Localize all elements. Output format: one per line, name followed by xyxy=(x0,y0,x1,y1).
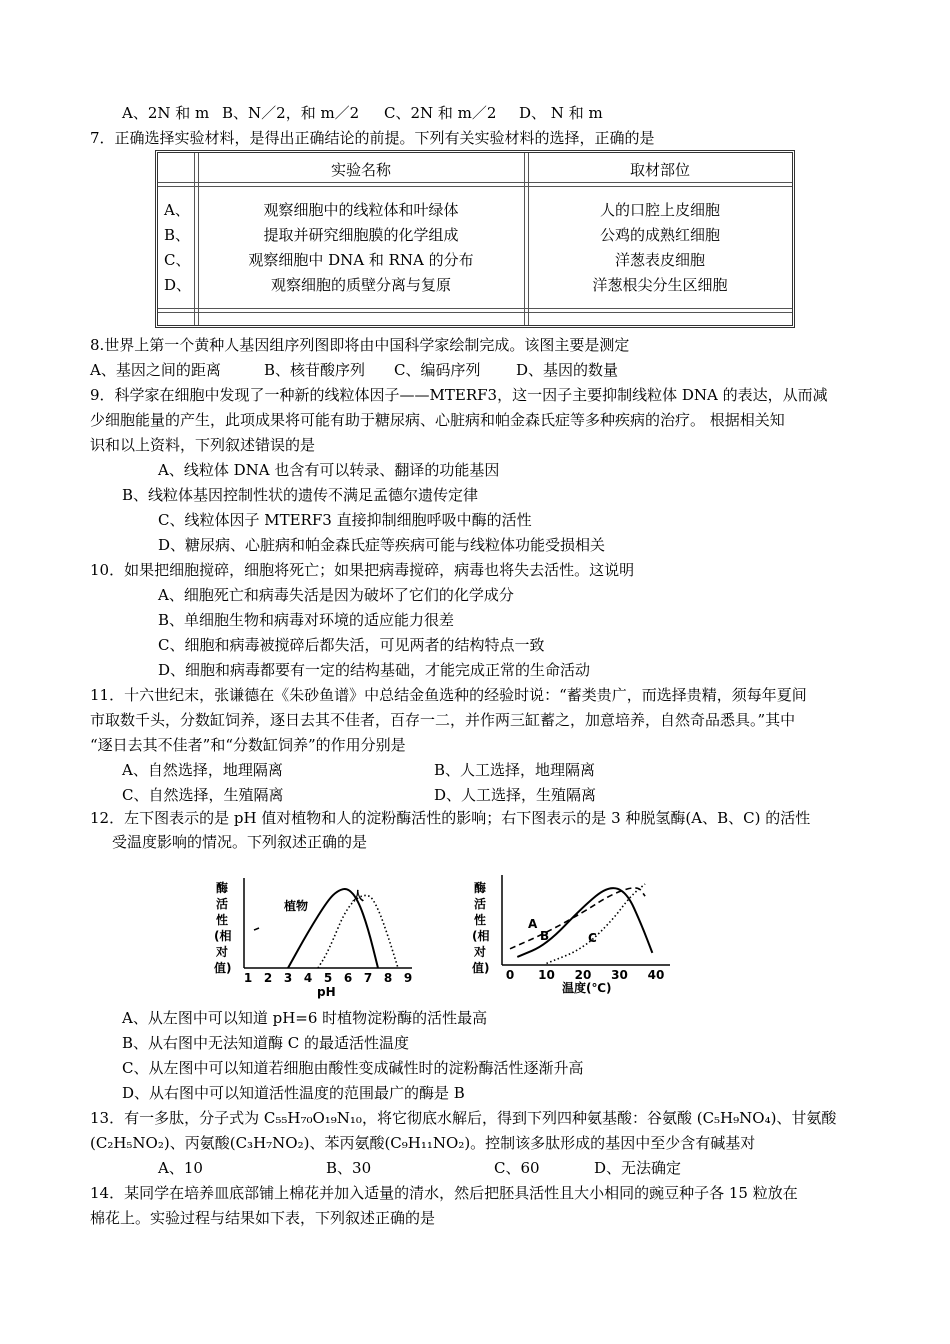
q13-stem-line: 13．有一多肽，分子式为 C₅₅H₇₀O₁₉N₁₀，将它彻底水解后，得到下列四种氨基酸：谷氨酸 (C₅H₉NO₄)、甘氨酸 xyxy=(90,1109,837,1127)
y-label-char: 值) xyxy=(472,961,490,975)
q6-option-d: D、 N 和 m xyxy=(519,104,603,122)
y-label-char: 值) xyxy=(214,961,232,975)
x-tick-label: 0 xyxy=(505,968,515,982)
q13-option-c: C、60 xyxy=(494,1159,540,1177)
q7-row-label: A、 xyxy=(164,201,190,219)
q7-row-label: D、 xyxy=(164,276,192,294)
q7-row-name: 观察细胞中 DNA 和 RNA 的分布 xyxy=(248,251,474,269)
y-label-char: 对 xyxy=(474,945,487,959)
q7-header-part: 取材部位 xyxy=(629,161,690,179)
series-label-c: C xyxy=(588,931,597,945)
q14-stem-line: 棉花上。实验过程与结果如下表，下列叙述正确的是 xyxy=(90,1209,436,1227)
q13-options xyxy=(158,1158,681,1178)
y-axis-label xyxy=(213,880,232,975)
series-label-a: A xyxy=(528,917,538,931)
q8-option-c: C、编码序列 xyxy=(394,361,481,379)
y-label-char: (相 xyxy=(214,929,232,943)
q9-option-c: C、线粒体因子 MTERF3 直接抑制细胞呼吸中酶的活性 xyxy=(158,511,532,529)
q7-row-name: 提取并研究细胞膜的化学组成 xyxy=(263,226,459,244)
x-axis-label: pH xyxy=(317,985,336,999)
q9-stem-line: 少细胞能量的产生，此项成果将可能有助于糖尿病、心脏病和帕金森氏症等多种疾病的治疗。 根据相关知 xyxy=(90,411,785,429)
q12-option-c: C、从左图中可以知道若细胞由酸性变成碱性时的淀粉酶活性逐渐升高 xyxy=(122,1059,584,1077)
q8-option-d: D、基因的数量 xyxy=(516,361,619,379)
series-line-人 xyxy=(318,895,398,968)
q7-row-part: 洋葱表皮细胞 xyxy=(614,251,705,269)
q11-option-d: D、人工选择，生殖隔离 xyxy=(434,786,597,804)
q7-row-label: B、 xyxy=(164,226,191,244)
x-tick-label: 2 xyxy=(263,971,273,985)
q6-option-a: A、2N 和 m xyxy=(122,104,210,122)
q10-option-d: D、细胞和病毒都要有一定的结构基础，才能完成正常的生命活动 xyxy=(158,661,591,679)
q8-option-a: A、基因之间的距离 xyxy=(90,361,221,379)
q12-option-b: B、从右图中无法知道酶 C 的最适活性温度 xyxy=(122,1034,410,1052)
q13-option-b: B、30 xyxy=(326,1159,372,1177)
q11-stem-line: “逐日去其不佳者”和“分数缸饲养”的作用分别是 xyxy=(90,736,406,754)
x-tick-label: 30 xyxy=(611,968,628,982)
x-tick-label: 20 xyxy=(574,968,592,982)
axis-mark xyxy=(254,928,259,930)
q11-stem-line: 11．十六世纪末，张谦德在《朱砂鱼谱》中总结金鱼选种的经验时说：“蓄类贵广，而选择贵精，须每年夏间 xyxy=(90,686,807,704)
q10-option-a: A、细胞死亡和病毒失活是因为破坏了它们的化学成分 xyxy=(158,586,514,604)
q11-option-b: B、人工选择，地理隔离 xyxy=(434,761,596,779)
y-label-char: 活 xyxy=(474,897,487,911)
y-label-char: 性 xyxy=(216,913,229,927)
q14-stem-line: 14．某同学在培养皿底部铺上棉花并加入适量的清水，然后把胚具活性且大小相同的豌豆种子各 15 粒放在 xyxy=(90,1184,798,1202)
ph-chart xyxy=(212,870,422,1000)
q13-option-a: A、10 xyxy=(158,1159,203,1177)
q9-option-b: B、线粒体基因控制性状的遗传不满足孟德尔遗传定律 xyxy=(122,486,479,504)
q11-stem-line: 市取数千头，分数缸饲养，逐日去其不佳者，百存一二，并作两三缸蓄之，加意培养，自然奇品悉具。”其中 xyxy=(90,711,796,729)
q9-option-d: D、糖尿病、心脏病和帕金森氏症等疾病可能与线粒体功能受损相关 xyxy=(158,536,606,554)
q7-row-part: 公鸡的成熟红细胞 xyxy=(599,226,720,244)
y-label-char: 对 xyxy=(216,945,229,959)
q12-stem-line: 12．左下图表示的是 pH 值对植物和人的淀粉酶活性的影响；右下图表示的是 3 种脱氢酶(A、B、C) 的活性 xyxy=(90,809,811,827)
series-label-b: B xyxy=(540,929,550,943)
y-label-char: 活 xyxy=(216,897,229,911)
q6-option-b: B、N／2，和 m／2 xyxy=(222,104,360,122)
x-tick-label: 10 xyxy=(538,968,555,982)
series-label-human: 人 xyxy=(352,889,365,903)
q7-row-label: C、 xyxy=(164,251,191,269)
x-tick-label: 7 xyxy=(363,971,373,985)
q12-option-a: A、从左图中可以知道 pH=6 时植物淀粉酶的活性最高 xyxy=(122,1009,488,1027)
x-tick-label: 8 xyxy=(383,971,393,985)
x-tick-label: 5 xyxy=(323,971,333,985)
q13-stem-line: (C₂H₅NO₂)、丙氨酸(C₃H₇NO₂)、苯丙氨酸(C₉H₁₁NO₂)。控制该多肽形成的基因中至少含有碱基对 xyxy=(90,1134,756,1152)
y-label-char: 性 xyxy=(474,913,487,927)
q10-option-b: B、单细胞生物和病毒对环境的适应能力很差 xyxy=(158,611,455,629)
q12-option-d: D、从右图中可以知道活性温度的范围最广的酶是 B xyxy=(122,1084,465,1102)
q7-table xyxy=(155,150,795,328)
x-tick-label: 6 xyxy=(343,971,353,985)
q13-option-d: D、无法确定 xyxy=(594,1159,682,1177)
q6-option-c: C、2N 和 m／2 xyxy=(384,104,497,122)
q7-row-part: 洋葱根尖分生区细胞 xyxy=(592,276,728,294)
x-tick-label: 40 xyxy=(647,968,665,982)
q7-row-part: 人的口腔上皮细胞 xyxy=(599,201,720,219)
q7-stem: 7．正确选择实验材料，是得出正确结论的前提。下列有关实验材料的选择，正确的是 xyxy=(90,129,655,147)
q9-stem-line: 9．科学家在细胞中发现了一种新的线粒体因子——MTERF3，这一因子主要抑制线粒体 DNA 的表达，从而减 xyxy=(90,386,828,404)
y-label-char: (相 xyxy=(472,929,490,943)
q11-option-a: A、自然选择，地理隔离 xyxy=(122,761,283,779)
q6-options xyxy=(122,103,603,123)
x-tick-label: 4 xyxy=(303,971,313,985)
x-tick-labels xyxy=(244,971,412,985)
q7-row-name: 观察细胞的质壁分离与复原 xyxy=(270,276,451,294)
y-label-char: 酶 xyxy=(216,881,229,895)
q8-options xyxy=(90,360,618,380)
q9-option-a: A、线粒体 DNA 也含有可以转录、翻译的功能基因 xyxy=(158,461,500,479)
q9-stem-line: 识和以上资料，下列叙述错误的是 xyxy=(90,436,316,454)
q12-stem-line: 受温度影响的情况。下列叙述正确的是 xyxy=(112,833,368,851)
series-line-B xyxy=(517,888,652,957)
temperature-chart xyxy=(470,870,680,1000)
q8-stem: 8.世界上第一个黄种人基因组序列图即将由中国科学家绘制完成。该图主要是测定 xyxy=(90,336,630,354)
q11-option-c: C、自然选择，生殖隔离 xyxy=(122,786,284,804)
series-label-plant: 植物 xyxy=(284,899,309,913)
y-axis-label xyxy=(471,880,490,975)
q7-row-name: 观察细胞中的线粒体和叶绿体 xyxy=(263,201,459,219)
x-tick-label: 1 xyxy=(243,971,253,985)
q10-stem: 10．如果把细胞搅碎，细胞将死亡；如果把病毒搅碎，病毒也将失去活性。这说明 xyxy=(90,561,635,579)
x-tick-labels xyxy=(506,968,665,982)
q10-option-c: C、细胞和病毒被搅碎后都失活，可见两者的结构特点一致 xyxy=(158,636,545,654)
q7-header-name: 实验名称 xyxy=(330,161,391,179)
x-tick-label: 3 xyxy=(283,971,293,985)
q8-option-b: B、核苷酸序列 xyxy=(264,361,366,379)
y-label-char: 酶 xyxy=(474,881,487,895)
x-axis-label: 温度(℃) xyxy=(562,981,612,995)
x-tick-label: 9 xyxy=(403,971,413,985)
